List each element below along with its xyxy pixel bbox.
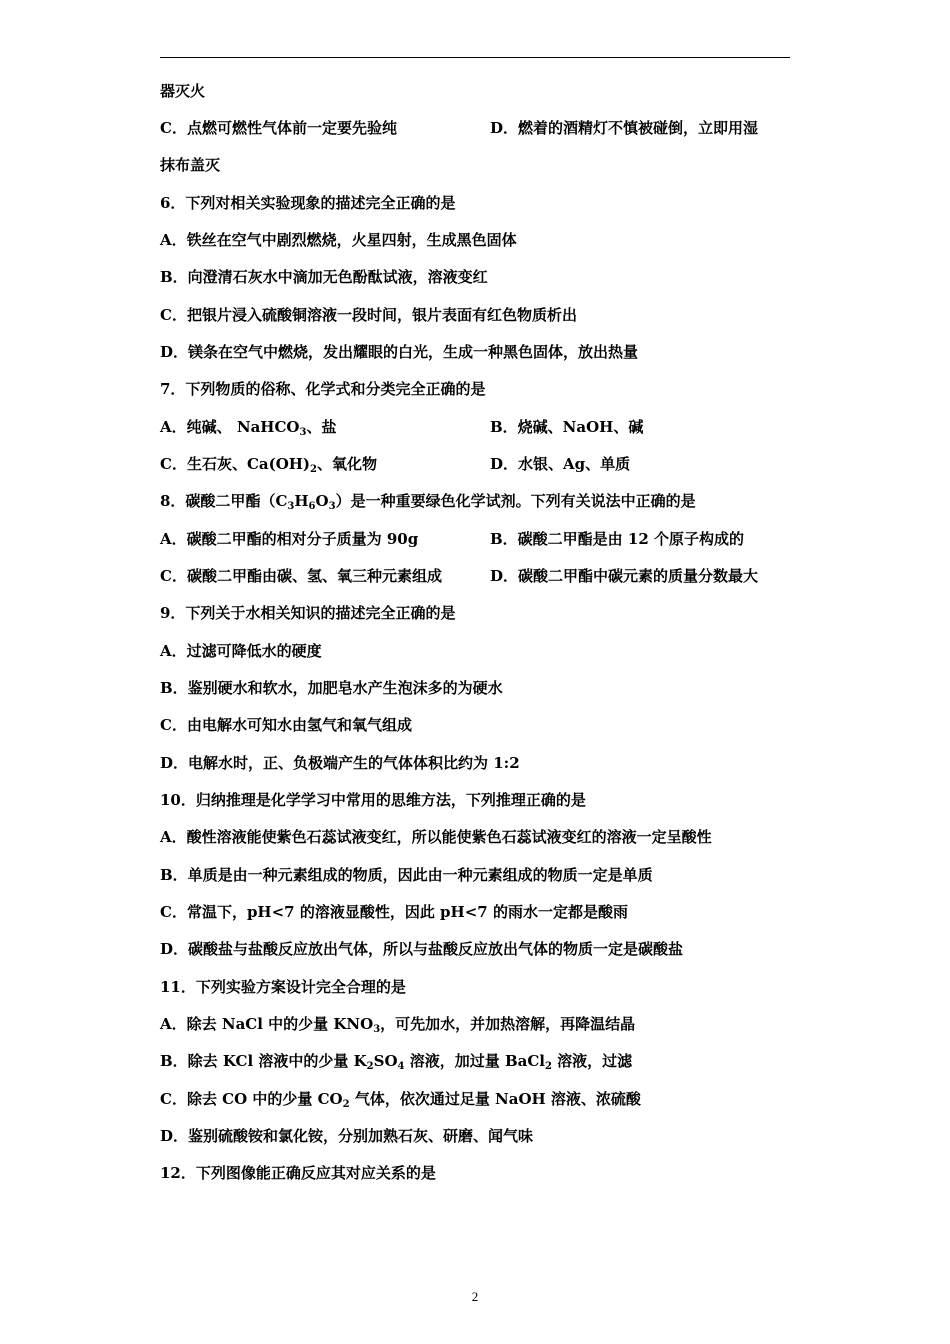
q8-mid-2: O — [315, 492, 329, 510]
q5-option-d: D．燃着的酒精灯不慎被碰倒，立即用湿 — [490, 119, 759, 137]
q10-option-b: B．单质是由一种元素组成的物质，因此由一种元素组成的物质一定是单质 — [160, 866, 653, 884]
header-rule — [160, 57, 790, 58]
q10-option-a: A．酸性溶液能使紫色石蕊试液变红，所以能使紫色石蕊试液变红的溶液一定呈酸性 — [160, 828, 712, 846]
q11-b-text: B．除去 KCl 溶液中的少量 K — [160, 1052, 367, 1070]
q8-stem — [160, 491, 800, 511]
q7-c-post: 、氧化物 — [317, 455, 378, 473]
continuation-text — [160, 81, 800, 101]
q7-stem: 7．下列物质的俗称、化学式和分类完全正确的是 — [160, 380, 486, 398]
q10-stem: 10．归纳推理是化学学习中常用的思维方法，下列推理正确的是 — [160, 791, 586, 809]
q11-b-sub-1: 2 — [366, 1061, 374, 1072]
q11-c-text: C．除去 CO 中的少量 CO — [160, 1090, 343, 1108]
q7-options-ab — [160, 417, 800, 437]
q12-stem: 12．下列图像能正确反应其对应关系的是 — [160, 1164, 436, 1182]
q6-option-b: B．向澄清石灰水中滴加无色酚酞试液，溶液变红 — [160, 268, 488, 286]
q9-option-d: D．电解水时，正、负极端产生的气体体积比约为 1:2 — [160, 754, 520, 772]
q11-option-d: D．鉴别硫酸铵和氯化铵，分别加熟石灰、研磨、闻气味 — [160, 1127, 534, 1145]
q8-stem-pre: 8．碳酸二甲酯（C — [160, 492, 288, 510]
q11-option-a — [160, 1014, 800, 1034]
q7-option-a — [160, 418, 336, 436]
q8-option-d: D．碳酸二甲酯中碳元素的质量分数最大 — [490, 567, 759, 585]
q8-options-cd — [160, 566, 800, 586]
q9-option-c: C．由电解水可知水由氢气和氧气组成 — [160, 716, 412, 734]
q8-sub-3: 3 — [328, 501, 336, 512]
q11-b-sub-2: 4 — [397, 1061, 405, 1072]
q11-c-post: 气体，依次通过足量 NaOH 溶液、浓硫酸 — [349, 1090, 641, 1108]
q6-option-c: C．把银片浸入硫酸铜溶液一段时间，银片表面有红色物质析出 — [160, 306, 577, 324]
q11-c-sub: 2 — [342, 1099, 350, 1110]
q5-option-d-cont-text: 抹布盖灭 — [160, 156, 221, 174]
q10-option-c: C．常温下，pH<7 的溶液显酸性，因此 pH<7 的雨水一定都是酸雨 — [160, 903, 628, 921]
q11-b-mid-1: SO — [373, 1052, 398, 1070]
q11-b-mid-2: 溶液，加过量 BaCl — [404, 1052, 545, 1070]
q7-a-post: 、盐 — [306, 418, 337, 436]
q8-stem-post: ）是一种重要绿色化学试剂。下列有关说法中正确的是 — [335, 492, 696, 510]
page-number: 2 — [471, 1289, 479, 1304]
q11-b-sub-3: 2 — [544, 1061, 552, 1072]
q7-a-text: A．纯碱、 NaHCO — [160, 418, 300, 436]
q5-option-c: C．点燃可燃性气体前一定要先验纯 — [160, 119, 397, 137]
q7-option-d: D．水银、Ag、单质 — [490, 455, 631, 473]
q7-c-sub: 2 — [310, 464, 317, 475]
q8-option-b: B．碳酸二甲酯是由 12 个原子构成的 — [490, 530, 744, 548]
q6-stem: 6．下列对相关实验现象的描述完全正确的是 — [160, 194, 456, 212]
q9-option-b: B．鉴别硬水和软水，加肥皂水产生泡沫多的为硬水 — [160, 679, 503, 697]
q8-sub-2: 6 — [308, 501, 316, 512]
q8-mid-1: H — [294, 492, 309, 510]
q7-option-b: B．烧碱、NaOH、碱 — [490, 418, 644, 436]
q10-option-d: D．碳酸盐与盐酸反应放出气体，所以与盐酸反应放出气体的物质一定是碳酸盐 — [160, 940, 684, 958]
q8-sub-1: 3 — [287, 501, 295, 512]
q7-c-text: C．生石灰、Ca(OH) — [160, 455, 311, 473]
q9-option-a: A．过滤可降低水的硬度 — [160, 642, 322, 660]
q11-option-b — [160, 1051, 800, 1071]
q11-a-sub: 3 — [373, 1024, 381, 1035]
q8-option-c: C．碳酸二甲酯由碳、氢、氧三种元素组成 — [160, 567, 442, 585]
q11-option-c — [160, 1089, 800, 1109]
q7-a-sub: 3 — [299, 427, 307, 438]
q11-stem: 11．下列实验方案设计完全合理的是 — [160, 978, 406, 996]
continuation-label: 器灭火 — [160, 82, 206, 100]
q11-b-post: 溶液，过滤 — [551, 1052, 633, 1070]
q8-option-a: A．碳酸二甲酯的相对分子质量为 90g — [160, 530, 419, 548]
q5-option-d-cont — [160, 155, 800, 175]
q5-options-cd — [160, 118, 800, 138]
q11-a-post: ，可先加水，并加热溶解，再降温结晶 — [380, 1015, 636, 1033]
q7-options-cd — [160, 454, 800, 474]
q8-options-ab — [160, 529, 800, 549]
q11-a-text: A．除去 NaCl 中的少量 KNO — [160, 1015, 374, 1033]
q6-option-d: D．镁条在空气中燃烧，发出耀眼的白光，生成一种黑色固体，放出热量 — [160, 343, 639, 361]
q6-option-a: A．铁丝在空气中剧烈燃烧，火星四射，生成黑色固体 — [160, 231, 517, 249]
q7-option-c — [160, 455, 377, 473]
q9-stem: 9．下列关于水相关知识的描述完全正确的是 — [160, 604, 456, 622]
